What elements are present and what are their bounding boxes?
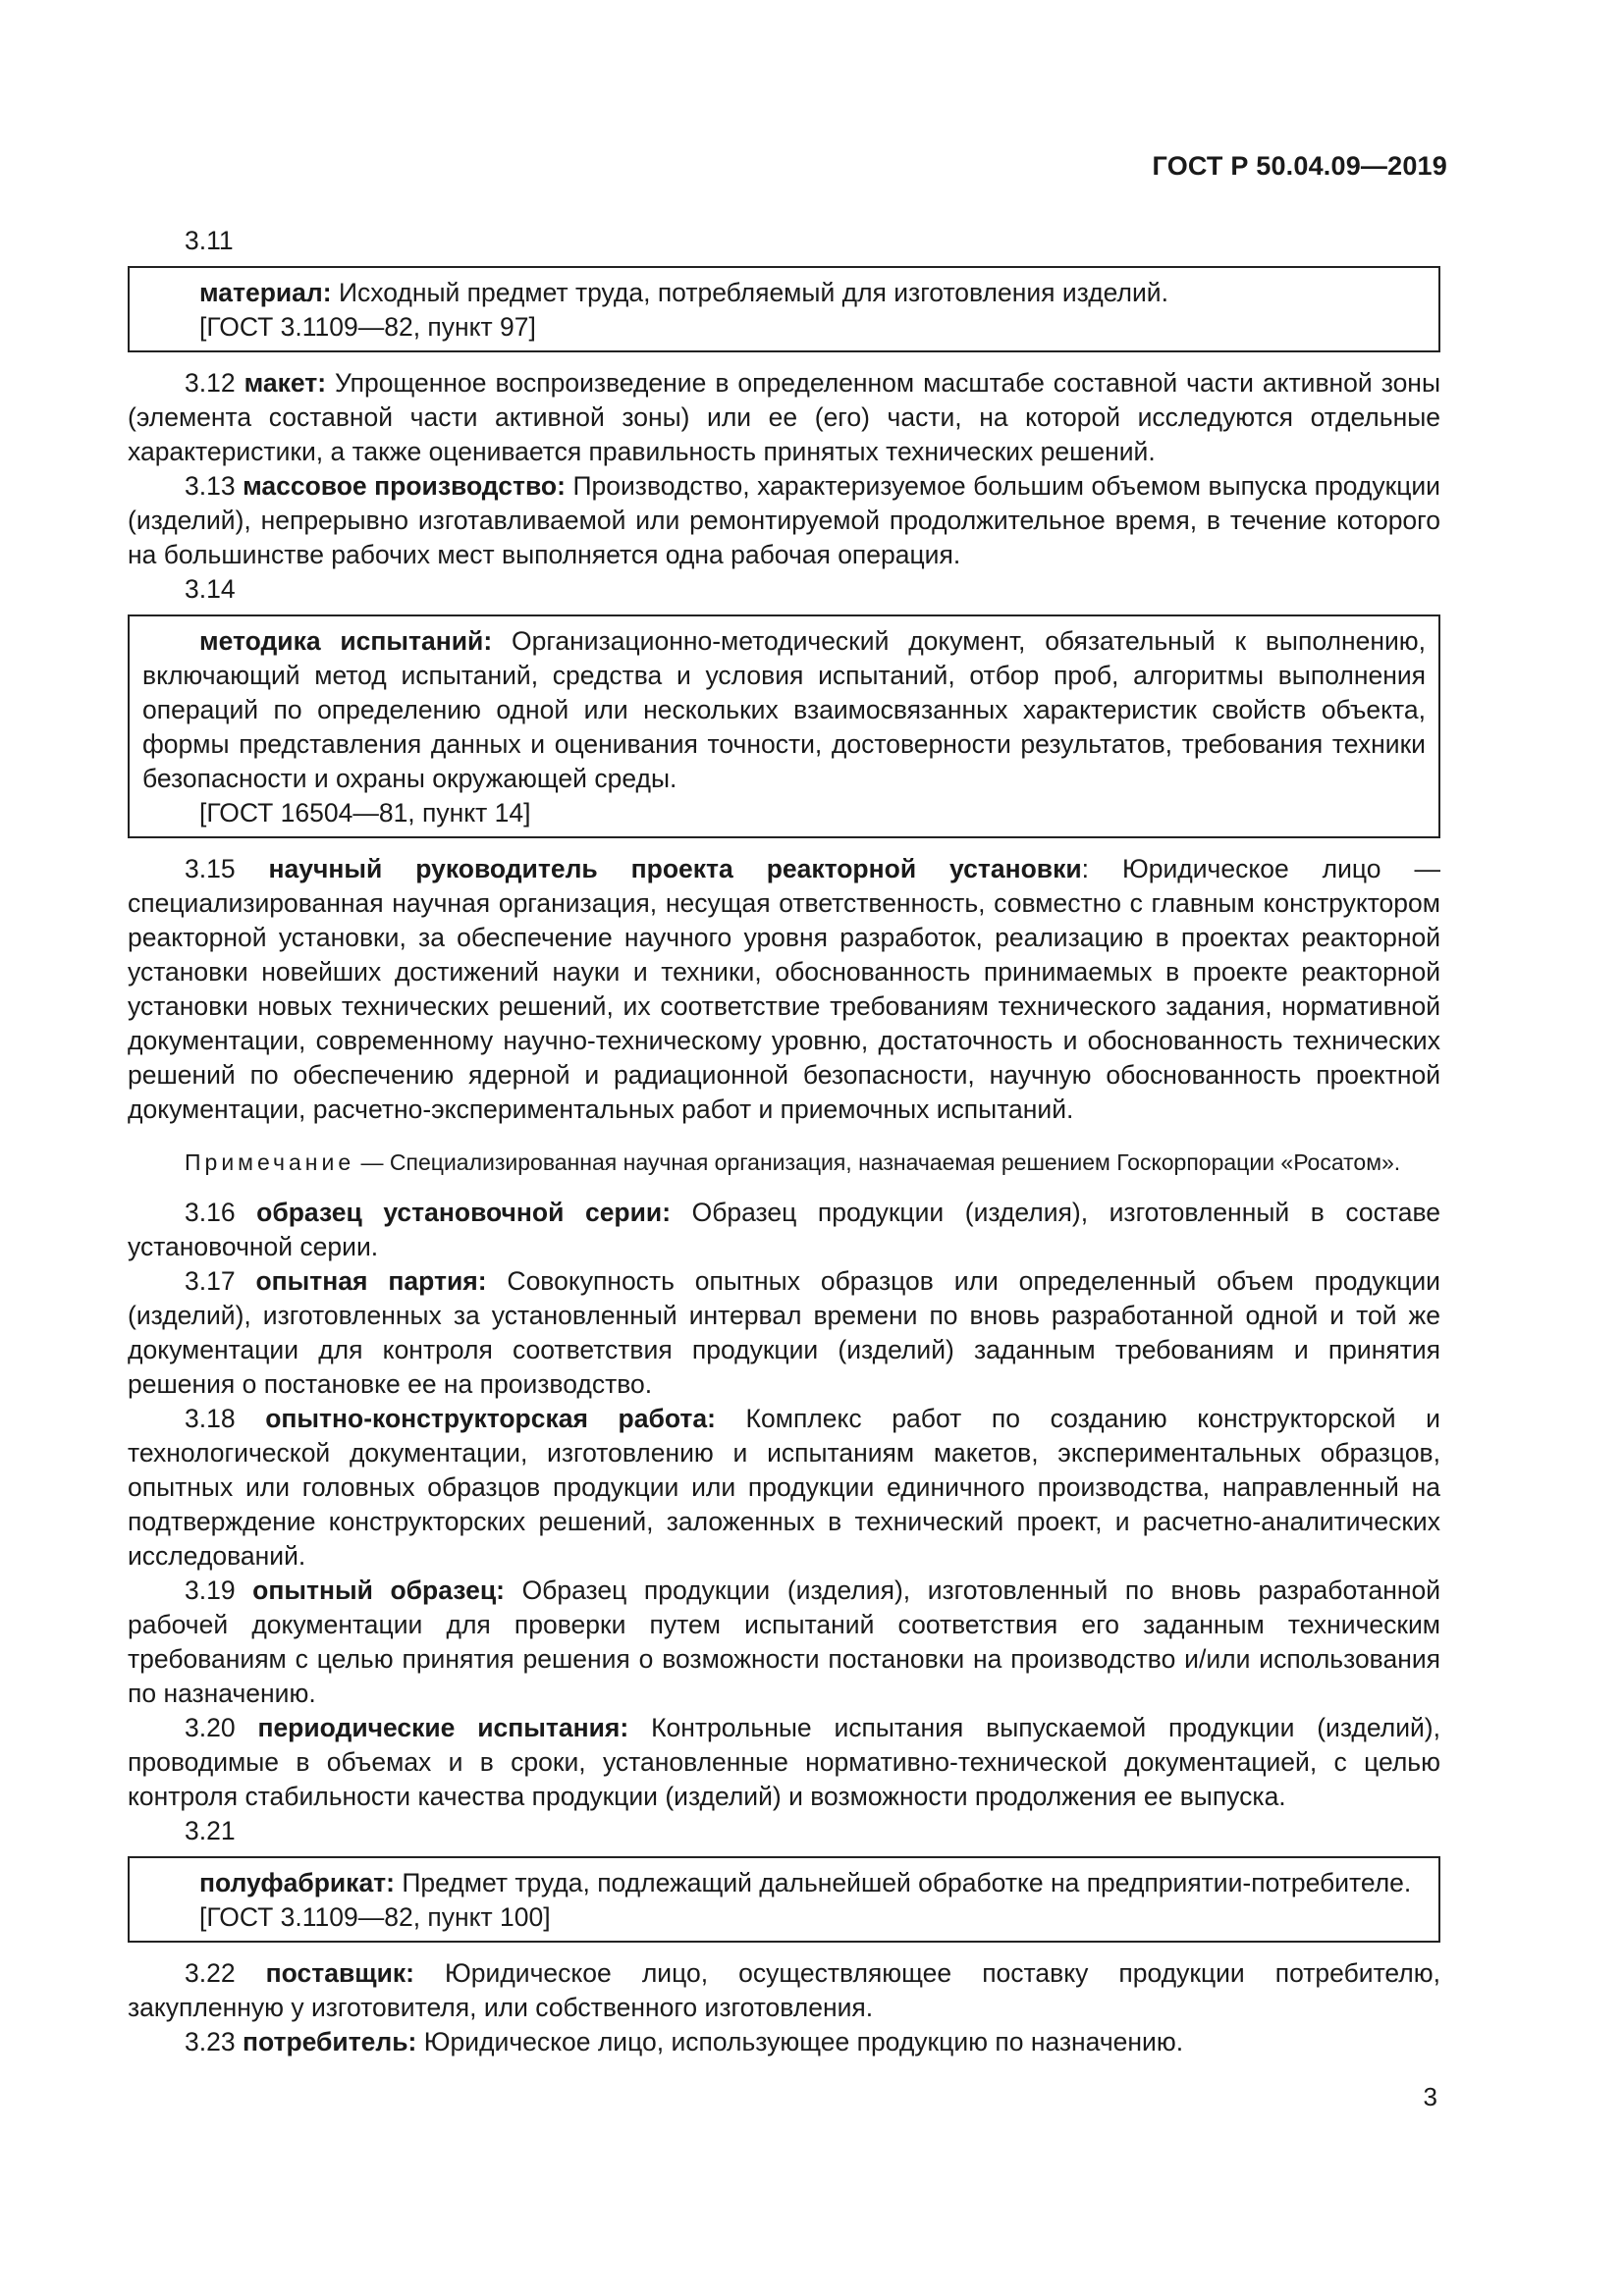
term-3-17: опытная партия:: [255, 1266, 487, 1296]
clause-number-3-14: 3.14: [185, 574, 236, 604]
clause-number-3-18: 3.18: [185, 1404, 236, 1433]
document-body: [128, 224, 1440, 2059]
term-3-16: образец установочной серии:: [256, 1198, 672, 1227]
definition-3-13: [128, 469, 1440, 572]
term-3-15: научный руководитель проекта реакторной установки: [268, 854, 1082, 883]
clause-number-3-12: 3.12: [185, 368, 236, 398]
note-text: — Специализированная научная организация, назначаемая решением Госкорпорации «Росатом».: [354, 1149, 1401, 1175]
definition-text-3-20: Контрольные испытания выпускаемой продукции (изделий), проводимые в объемах и в сроки, установленные нормативно-технической документацией, с целью контроля стабильности качества продукции (изделий) и возможности продолжения ее выпуска.: [128, 1713, 1440, 1811]
definition-3-17: [128, 1264, 1440, 1402]
term-3-23: потребитель:: [242, 2027, 417, 2056]
source-reference-3-11: [ГОСТ 3.1109—82, пункт 97]: [199, 312, 536, 342]
source-reference-3-14: [ГОСТ 16504—81, пункт 14]: [199, 798, 531, 828]
clause-number-3-21: 3.21: [185, 1816, 236, 1845]
definition-text-3-22: Юридическое лицо, осуществляющее поставку продукции потребителю, закупленную у изготовителя, или собственного изготовления.: [128, 1958, 1440, 2022]
term-3-11: материал:: [199, 278, 332, 307]
definition-3-21: [142, 1866, 1426, 1900]
definition-3-15: [128, 852, 1440, 1127]
definition-text-3-17: Совокупность опытных образцов или определенный объем продукции (изделий), изготовленных за установленный интервал времени по вновь разработанной одной и той же документации для контроля соответствия продукции (изделий) заданным требованиям и принятия решения о постановке ее на производство.: [128, 1266, 1440, 1399]
clause-number-3-17: 3.17: [185, 1266, 236, 1296]
quoted-definition-box-3-21: [128, 1856, 1440, 1943]
term-3-19: опытный образец:: [252, 1575, 505, 1605]
definition-3-11: [142, 276, 1426, 310]
quoted-definition-box-3-11: [128, 266, 1440, 352]
term-3-18: опытно-конструкторская работа:: [265, 1404, 716, 1433]
note-paragraph: [128, 1147, 1440, 1178]
clause-number-3-15: 3.15: [185, 854, 236, 883]
definition-text-3-15: : Юридическое лицо — специализированная научная организация, несущая ответственность, совместно с главным конструктором реакторной установки, за обеспечение научного уровня разработок, реализацию в проектах реакторной установки новейших достижений науки и техники, обоснованность принимаемых в проекте реакторной установки новых технических решений, их соответствие требованиям технического задания, нормативной документации, современному научно-техническому уровню, достаточность и обоснованность технических решений по обеспечению ядерной и радиационной безопасности, научную обоснованность проектной документации, расчетно-экспериментальных работ и приемочных испытаний.: [128, 854, 1440, 1124]
clause-number-3-19: 3.19: [185, 1575, 236, 1605]
clause-number-3-16: 3.16: [185, 1198, 236, 1227]
definition-3-14: [142, 624, 1426, 796]
clause-number-3-23: 3.23: [185, 2027, 236, 2056]
page-number: 3: [1423, 2082, 1437, 2111]
definition-3-12: [128, 366, 1440, 469]
source-reference-3-21: [ГОСТ 3.1109—82, пункт 100]: [199, 1902, 551, 1932]
definition-text-3-14: Организационно-методический документ, обязательный к выполнению, включающий метод испытаний, средства и условия испытаний, отбор проб, алгоритмы выполнения операций по определению одной или нескольких взаимосвязанных характеристик свойств объекта, формы представления данных и оценивания точности, достоверности результатов, требования техники безопасности и охраны окружающей среды.: [142, 626, 1426, 793]
definition-3-16: [128, 1196, 1440, 1264]
term-3-22: поставщик:: [265, 1958, 414, 1988]
definition-3-18: [128, 1402, 1440, 1574]
definition-text-3-18: Комплекс работ по созданию конструкторской и технологической документации, изготовлению и испытаниям макетов, экспериментальных образцов, опытных или головных образцов продукции или продукции единичного производства, направленный на подтверждение конструкторских решений, заложенных в технический проект, и расчетно-аналитических исследований.: [128, 1404, 1440, 1571]
clause-number-3-11: 3.11: [185, 226, 234, 255]
definition-text-3-21: Предмет труда, подлежащий дальнейшей обработке на предприятии-потребителе.: [394, 1868, 1412, 1897]
definition-text-3-11: Исходный предмет труда, потребляемый для изготовления изделий.: [331, 278, 1168, 307]
definition-text-3-16: Образец продукции (изделия), изготовленный в составе установочной серии.: [128, 1198, 1440, 1261]
definition-3-20: [128, 1711, 1440, 1814]
clause-number-3-20: 3.20: [185, 1713, 236, 1742]
definition-text-3-19: Образец продукции (изделия), изготовленный по вновь разработанной рабочей документации для проверки путем испытаний соответствия его заданным техническим требованиям с целью принятия решения о возможности постановки на производство и/или использования по назначению.: [128, 1575, 1440, 1708]
term-3-21: полуфабрикат:: [199, 1868, 395, 1897]
clause-number-3-22: 3.22: [185, 1958, 236, 1988]
term-3-14: методика испытаний:: [199, 626, 493, 656]
clause-number-3-13: 3.13: [185, 471, 236, 501]
definition-text-3-13: Производство, характеризуемое большим объемом выпуска продукции (изделий), непрерывно изготавливаемой или ремонтируемой продолжительное время, в течение которого на большинстве рабочих мест выполняется одна рабочая операция.: [128, 471, 1440, 569]
definition-3-19: [128, 1574, 1440, 1711]
definition-3-23: [128, 2025, 1440, 2059]
note-label: Примечание: [185, 1149, 355, 1175]
term-3-20: периодические испытания:: [257, 1713, 629, 1742]
definition-3-22: [128, 1956, 1440, 2025]
term-3-13: массовое производство:: [243, 471, 566, 501]
definition-text-3-12: Упрощенное воспроизведение в определенном масштабе составной части активной зоны (элемента составной части активной зоны) или ее (его) части, на которой исследуются отдельные характеристики, а также оценивается правильность принятых технических решений.: [128, 368, 1440, 466]
quoted-definition-box-3-14: [128, 614, 1440, 838]
document-code-header: ГОСТ Р 50.04.09—2019: [1152, 151, 1447, 181]
term-3-12: макет:: [244, 368, 327, 398]
definition-text-3-23: Юридическое лицо, использующее продукцию по назначению.: [416, 2027, 1184, 2056]
